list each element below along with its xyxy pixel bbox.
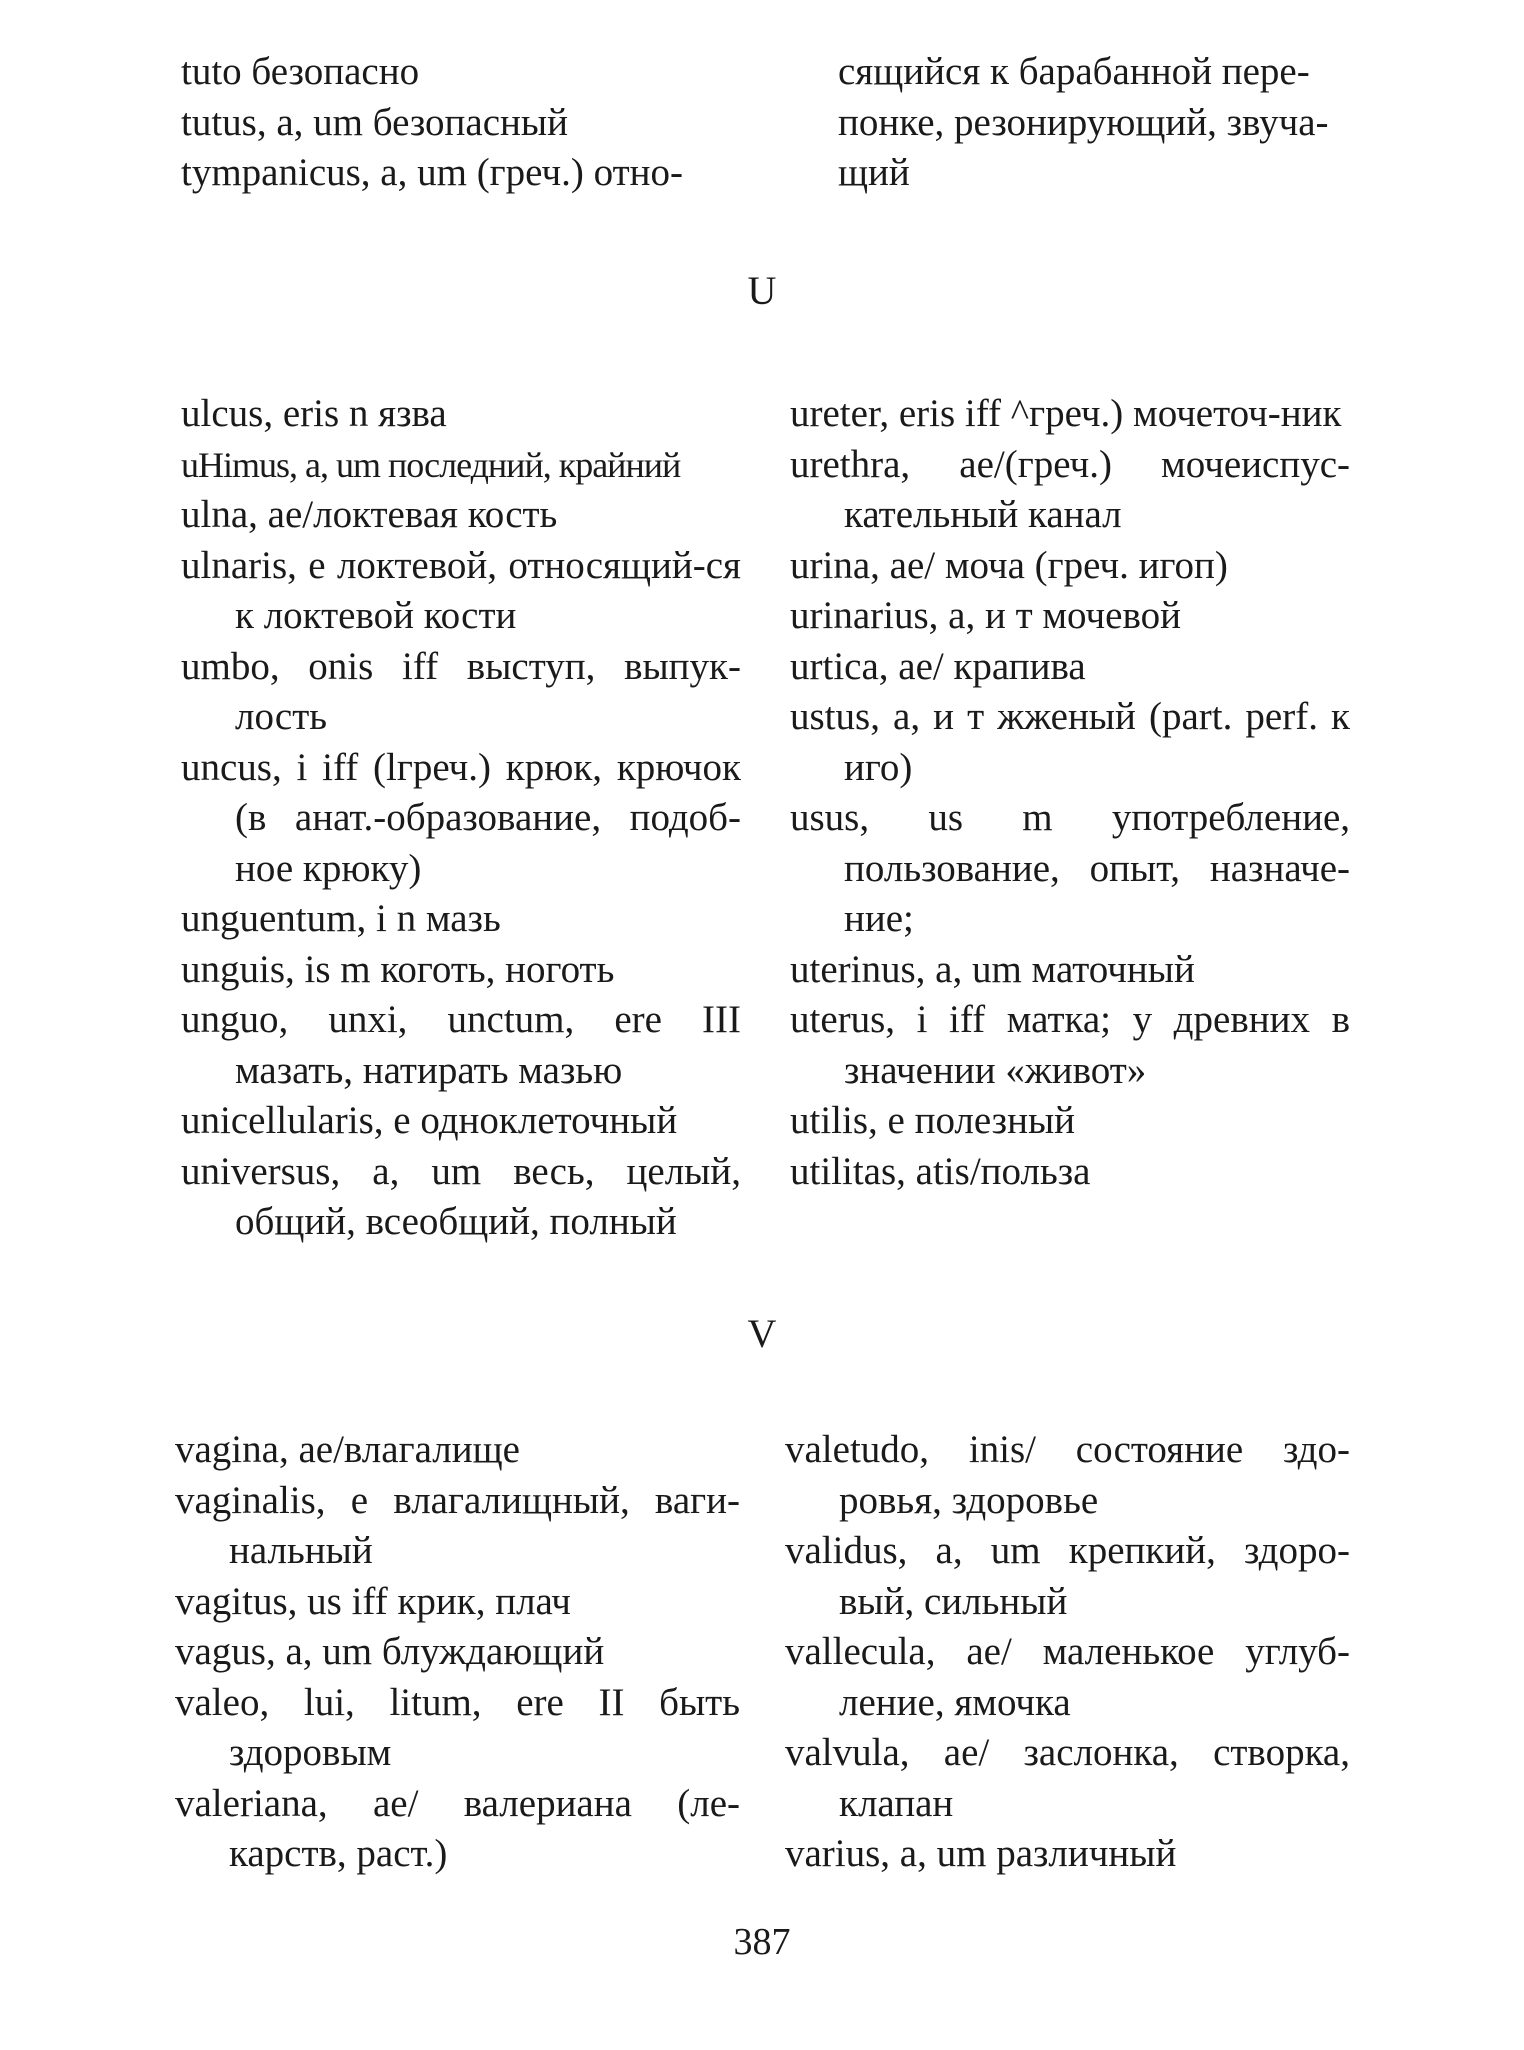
entry-ureter: ureter, eris iff ^греч.) мочеточ-ник: [790, 392, 1342, 435]
entry-unicellularis: unicellularis, е одноклеточный: [181, 1099, 678, 1142]
entry-ulcus: ulcus, eris n язва: [181, 392, 447, 435]
entry-valvula: valvula, ae/ заслонка, створка, клапан: [785, 1731, 1360, 1825]
entry-unguo: unguo, unxi, unctum, ere III мазать, натирать мазью: [181, 998, 751, 1092]
entry-umbo: umbo, onis iff выступ, выпук-лость: [181, 644, 741, 738]
entry-utilis: utilis, е полезный: [790, 1099, 1076, 1142]
entry-utilitas: utilitas, atis/польза: [790, 1149, 1091, 1193]
entry-unguentum: unguentum, i n мазь: [181, 897, 501, 940]
entry-varius: varius, a, um различный: [785, 1832, 1177, 1875]
v-left-column: [175, 1425, 750, 1880]
v-right-column: [785, 1425, 1360, 1880]
section-letter-u: U: [747, 268, 777, 313]
entry-vagitus: vagitus, us iff крик, плач: [175, 1579, 571, 1623]
entry-tutus: tutus, a, um безопасный: [181, 100, 568, 144]
entry-urethra: urethra, ae/(греч.) мочеиспус-кательный канал: [790, 442, 1350, 536]
entry-tuto: tuto безопасно: [181, 50, 420, 93]
entry-ulna: ulna, ae/локтевая кость: [181, 493, 558, 536]
entry-ultimus: uHimus, a, um последний, крайний: [181, 444, 681, 485]
entry-urtica: urtica, ae/ крапива: [790, 644, 1086, 688]
entry-vallecula: vallecula, ae/ маленькое углуб-ление, ямочка: [785, 1630, 1350, 1724]
entry-tympanicus-cont-2: понке, резонирующий, звуча-: [838, 100, 1329, 144]
entry-validus: validus, a, um крепкий, здоро-вый, сильный: [785, 1529, 1350, 1623]
entry-vagus: vagus, a, um блуждающий: [175, 1630, 605, 1673]
entry-ustus: ustus, a, и т жженый (part. perf. к иго): [790, 695, 1360, 789]
entry-unguis: unguis, is m коготь, ноготь: [181, 947, 615, 991]
u-left-column: [181, 389, 751, 1248]
entry-vaginalis: vaginalis, е влагалищный, ваги-нальный: [175, 1478, 740, 1572]
entry-ulnaris: ulnaris, е локтевой, относящий-ся к локтевой кости: [181, 543, 751, 637]
entry-urina: urina, ae/ моча (греч. игоп): [790, 543, 1228, 587]
entry-valeriana: valeriana, ae/ валериана (ле-карств, раст.): [175, 1781, 740, 1875]
entry-uncus: uncus, i iff (lгреч.) крюк, крючок (в анат.-образование, подоб-ное крюку): [181, 745, 751, 890]
entry-tympanicus: tympanicus, a, um (греч.) отно-: [181, 151, 684, 194]
entry-vagina: vagina, ae/влагалище: [175, 1428, 520, 1471]
entry-valetudo: valetudo, inis/ состояние здо-ровья, здоровье: [785, 1428, 1350, 1522]
entry-tympanicus-cont-1: сящийся к барабанной пере-: [838, 50, 1310, 93]
t-right-column: [838, 47, 1348, 199]
entry-uterus: uterus, i iff матка; у древних в значении «живот»: [790, 998, 1360, 1092]
entry-urinarius: urinarius, a, и т мочевой: [790, 594, 1181, 637]
u-section: [0, 389, 1524, 1259]
t-left-column: [181, 47, 741, 199]
section-letter-v: V: [747, 1311, 777, 1356]
entry-uterinus: uterinus, a, um маточный: [790, 947, 1195, 991]
page-number: 387: [733, 1921, 791, 1963]
t-section-continuation: [0, 47, 1524, 207]
u-right-column: [790, 389, 1360, 1197]
entry-universus: universus, a, um весь, целый, общий, всеобщий, полный: [181, 1149, 751, 1243]
entry-usus: usus, us m употребление, пользование, опыт, назначе-ние;: [790, 796, 1360, 940]
v-section: [0, 1425, 1524, 1885]
entry-tympanicus-cont-3: щий: [838, 151, 910, 194]
entry-valeo: valeo, lui, litum, ere II быть здоровым: [175, 1680, 750, 1774]
